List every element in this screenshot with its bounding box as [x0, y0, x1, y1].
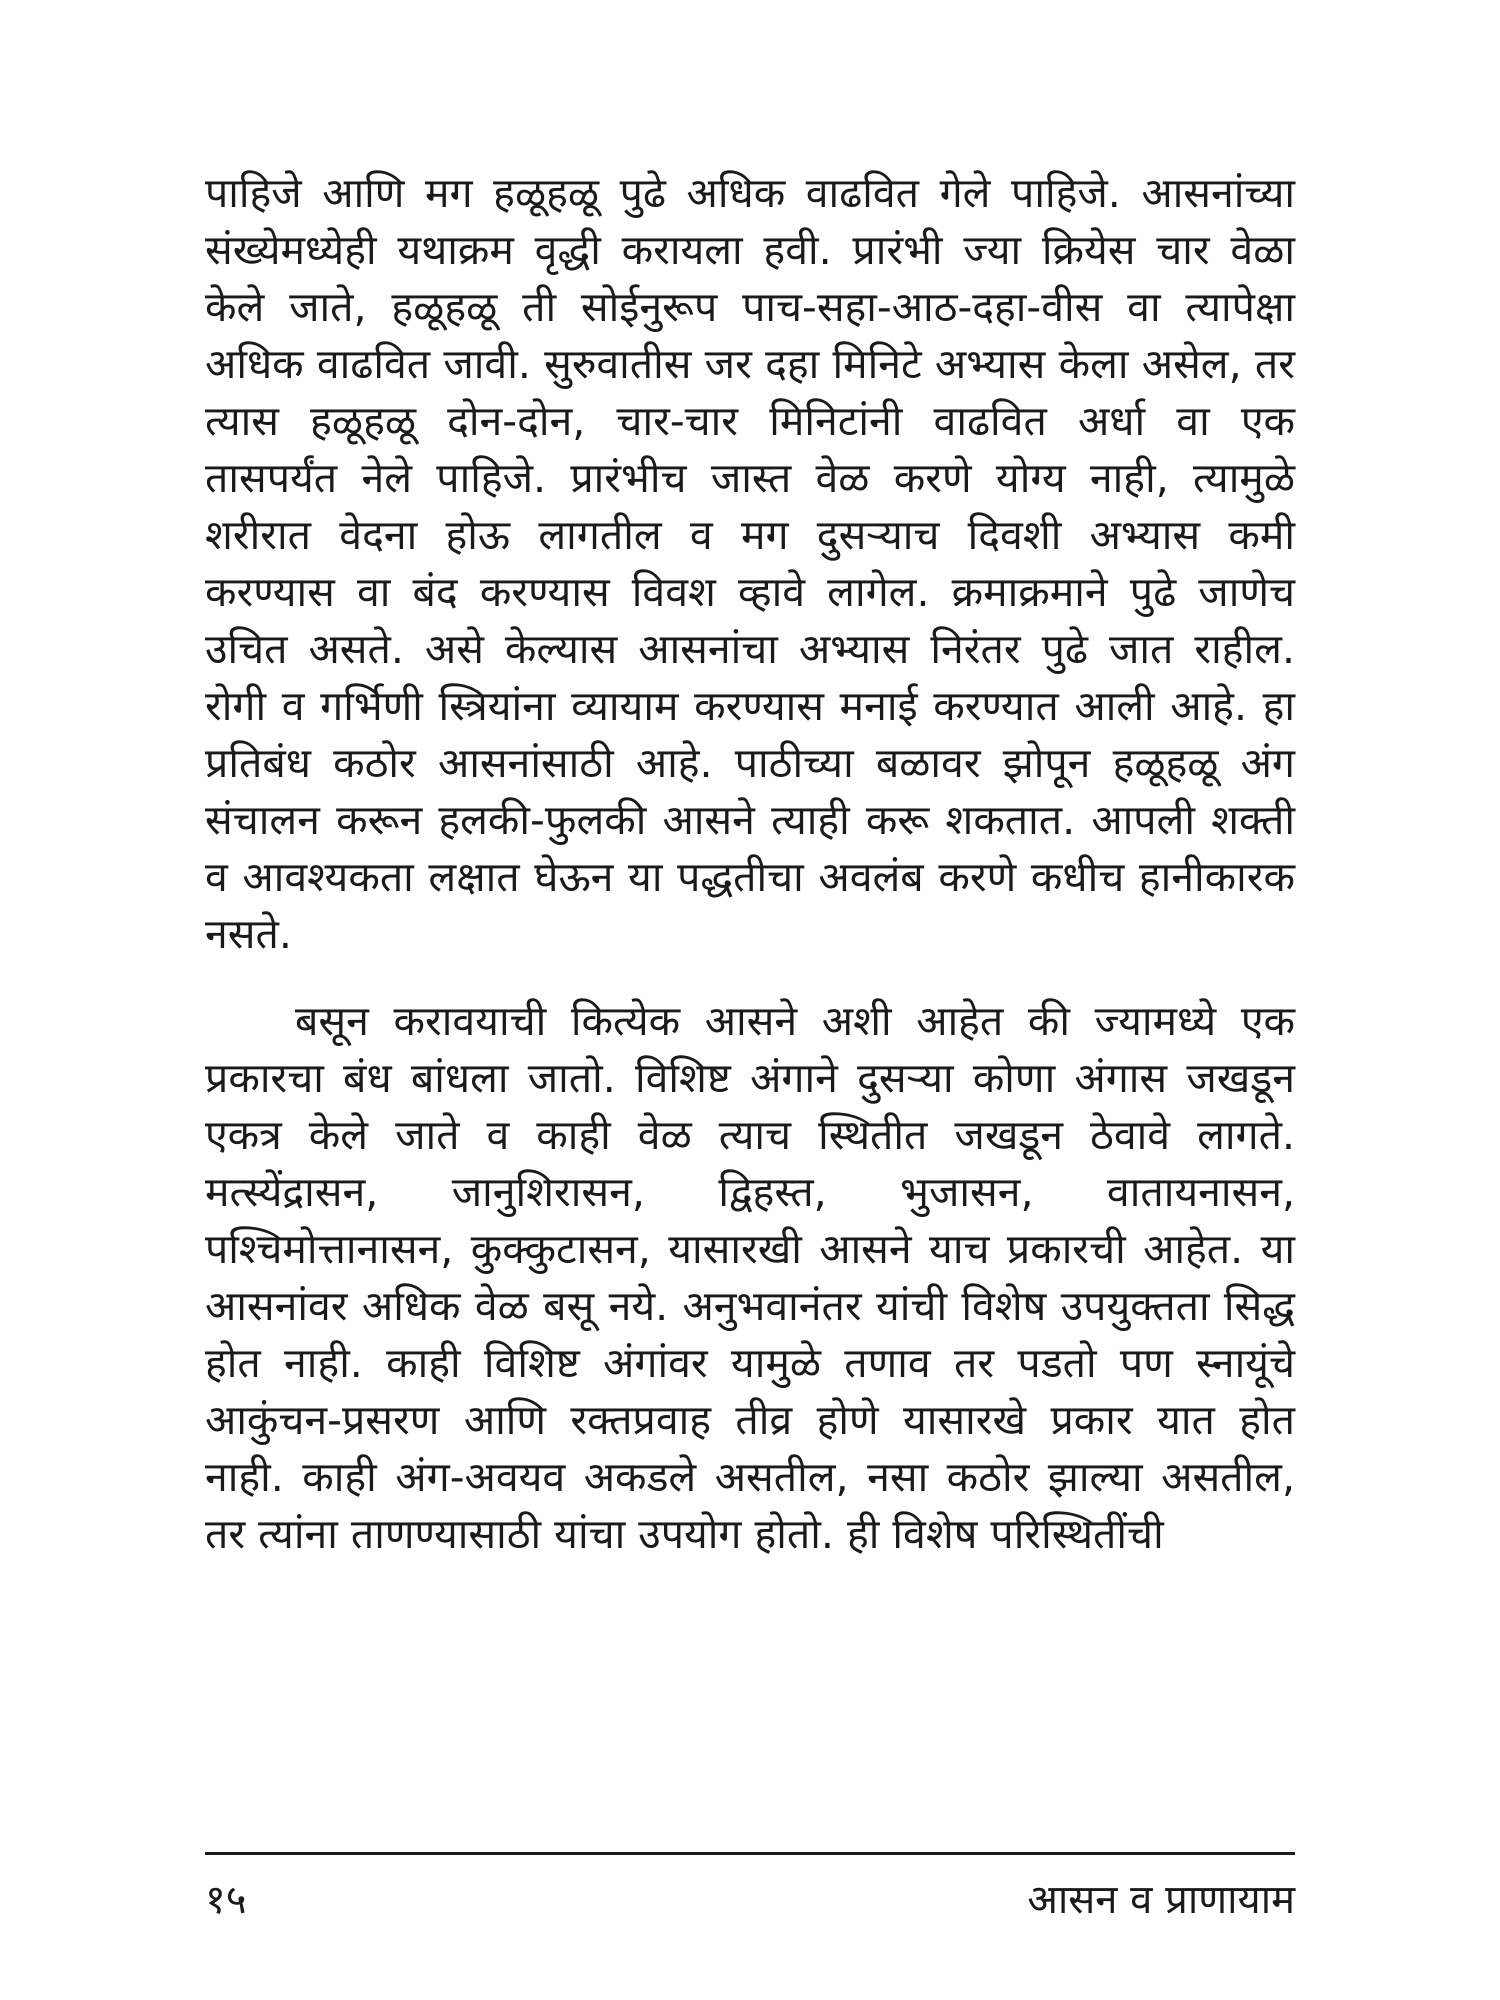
- paragraph-1: पाहिजे आणि मग हळूहळू पुढे अधिक वाढवित गेले पाहिजे. आसनांच्या संख्येमध्येही यथाक्रम वृद्धी करायला हवी. प्रारंभी ज्या क्रियेस चार वेळा केले जाते, हळूहळू ती सोईनुरूप पाच-सहा-आठ-दहा-वीस वा त्यापेक्षा अधिक वाढवित जावी. सुरुवातीस जर दहा मिनिटे अभ्यास केला असेल, तर त्यास हळूहळू दोन-दोन, चार-चार मिनिटांनी वाढवित अर्धा वा एक तासपर्यंत नेले पाहिजे. प्रारंभीच जास्त वेळ करणे योग्य नाही, त्यामुळे शरीरात वेदना होऊ लागतील व मग दुसऱ्याच दिवशी अभ्यास कमी करण्यास वा बंद करण्यास विवश व्हावे लागेल. क्रमाक्रमाने पुढे जाणेच उचित असते. असे केल्यास आसनांचा अभ्यास निरंतर पुढे जात राहील. रोगी व गर्भिणी स्त्रियांना व्यायाम करण्यास मनाई करण्यात आली आहे. हा प्रतिबंध कठोर आसनांसाठी आहे. पाठीच्या बळावर झोपून हळूहळू अंग संचालन करून हलकी-फुलकी आसने त्याही करू शकतात. आपली शक्ती व आवश्यकता लक्षात घेऊन या पद्धतीचा अवलंब करणे कधीच हानीकारक नसते.: [205, 169, 1295, 958]
- running-title: आसन व प्राणायाम: [1027, 1877, 1295, 1923]
- footer-rule: [205, 1852, 1295, 1855]
- page-number: १५: [205, 1877, 247, 1923]
- paragraph-2: बसून करावयाची कित्येक आसने अशी आहेत की ज्यामध्ये एक प्रकारचा बंध बांधला जातो. विशिष्ट अंगाने दुसऱ्या कोणा अंगास जखडून एकत्र केले जाते व काही वेळ त्याच स्थितीत जखडून ठेवावे लागते. मत्स्येंद्रासन, जानुशिरासन, द्विहस्त, भुजासन, वातायनासन, पश्चिमोत्तानासन, कुक्कुटासन, यासारखी आसने याच प्रकारची आहेत. या आसनांवर अधिक वेळ बसू नये. अनुभवानंतर यांची विशेष उपयुक्तता सिद्ध होत नाही. काही विशिष्ट अंगांवर यामुळे तणाव तर पडतो पण स्नायूंचे आकुंचन-प्रसरण आणि रक्तप्रवाह तीव्र होणे यासारखे प्रकार यात होत नाही. काही अंग-अवयव अकडले असतील, नसा कठोर झाल्या असतील, तर त्यांना ताणण्यासाठी यांचा उपयोग होतो. ही विशेष परिस्थितींची: [205, 997, 1295, 1558]
- page-body: [205, 165, 1295, 1925]
- page-footer: [205, 1872, 1295, 1932]
